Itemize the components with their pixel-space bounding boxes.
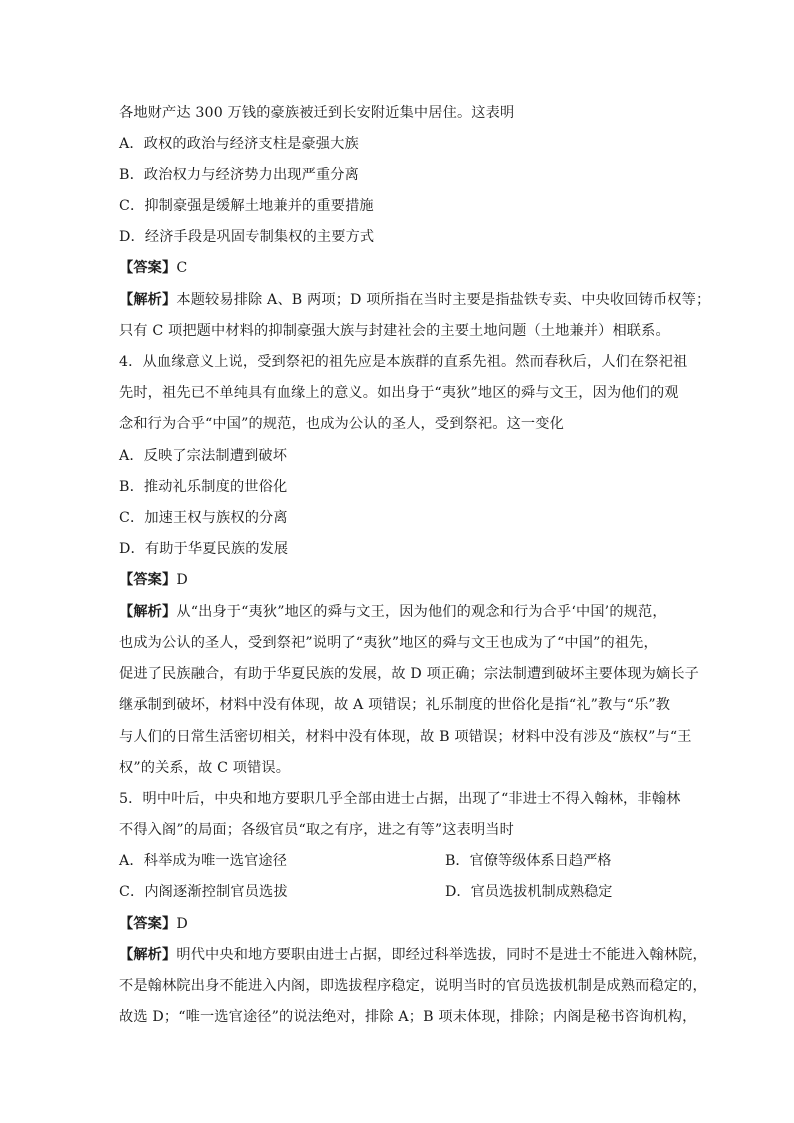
q3-analysis-line-2: 只有 C 项把题中材料的抑制豪强大族与封建社会的主要土地问题（土地兼并）相联系。 xyxy=(119,323,670,339)
answer-label: 【答案】 xyxy=(119,260,177,276)
q4-analysis-line-5: 与人们的日常生活密切相关，材料中没有体现，故 B 项错误；材料中没有涉及“族权”与“王 xyxy=(119,729,692,745)
q4-analysis-line-2: 也成为公认的圣人，受到祭祀”说明了“夷狄”地区的舜与文王也成为了“中国”的祖先， xyxy=(119,635,658,651)
q5-option-d: D．官员选拔机制成熟稳定 xyxy=(445,884,613,900)
analysis-text: 从“出身于“夷狄”地区的舜与文王，因为他们的观念和行为合乎‘中国’的规范， xyxy=(176,604,667,620)
q4-stem-line-2: 先时，祖先已不单纯具有血缘上的意义。如出身于“夷狄”地区的舜与文王，因为他们的观 xyxy=(119,385,679,401)
q4-stem-line-1: 4．从血缘意义上说，受到祭祀的祖先应是本族群的直系先祖。然而春秋后，人们在祭祀祖 xyxy=(119,354,688,370)
q3-analysis-line-1 xyxy=(119,290,710,310)
q4-stem-line-3: 念和行为合乎“中国”的规范，也成为公认的圣人，受到祭祀。这一变化 xyxy=(119,416,564,432)
analysis-label: 【解析】 xyxy=(119,292,177,308)
q5-option-b: B．官僚等级体系日趋严格 xyxy=(445,853,612,869)
q3-stem-tail: 各地财产达 300 万钱的豪族被迁到长安附近集中居住。这表明 xyxy=(119,105,515,121)
answer-label: 【答案】 xyxy=(119,916,177,932)
q5-option-c: C．内阁逐渐控制官员选拔 xyxy=(119,884,288,900)
q5-analysis-line-2: 不是翰林院出身不能进入内阁，即选拔程序稳定，说明当时的官员选拔机制是成熟而稳定的， xyxy=(119,978,707,994)
answer-label: 【答案】 xyxy=(119,572,177,588)
q4-answer xyxy=(119,570,188,590)
q5-analysis-line-3: 故选 D；“唯一选官途径”的说法绝对，排除 A；B 项未体现，排除；内阁是秘书咨询机构， xyxy=(119,1009,697,1025)
q4-option-a-line: A．反映了宗法制遭到破坏 xyxy=(119,448,288,464)
q4-analysis-line-1 xyxy=(119,602,667,622)
q3-option-b: B．政治权力与经济势力出现严重分离 xyxy=(119,167,359,183)
q5-stem-line-1: 5．明中叶后，中央和地方要职几乎全部由进士占据，出现了“非进士不得入翰林，非翰林 xyxy=(119,791,681,807)
q3-option-a: A．政权的政治与经济支柱是豪强大族 xyxy=(119,136,359,152)
analysis-label: 【解析】 xyxy=(119,947,177,963)
analysis-label: 【解析】 xyxy=(119,604,177,620)
q4-analysis-line-3: 促进了民族融合，有助于华夏民族的发展，故 D 项正确；宗法制遭到破坏主要体现为嫡长子 xyxy=(119,666,700,682)
q3-option-d: D．经济手段是巩固专制集权的主要方式 xyxy=(119,229,375,245)
q4-analysis-line-6: 权”的关系，故 C 项错误。 xyxy=(119,760,291,776)
answer-value: C xyxy=(176,260,188,276)
q3-answer xyxy=(119,258,187,278)
q5-answer xyxy=(119,914,188,934)
q5-option-a: A．科举成为唯一选官途径 xyxy=(119,853,288,869)
analysis-text: 本题较易排除 A、B 两项；D 项所指在当时主要是指盐铁专卖、中央收回铸币权等； xyxy=(176,292,711,308)
q5-stem-line-2: 不得入阁”的局面；各级官员“取之有序，进之有等”这表明当时 xyxy=(119,822,514,838)
analysis-text: 明代中央和地方要职由进士占据，即经过科举选拔，同时不是进士不能进入翰林院， xyxy=(176,947,707,963)
answer-value: D xyxy=(176,572,188,588)
q5-analysis-line-1 xyxy=(119,945,707,965)
q4-analysis-line-4: 继承制到破坏，材料中没有体现，故 A 项错误；礼乐制度的世俗化是指“礼”教与“乐”教 xyxy=(119,697,671,713)
q4-option-b: B．推动礼乐制度的世俗化 xyxy=(119,479,288,495)
q3-option-c: C．抑制豪强是缓解土地兼并的重要措施 xyxy=(119,198,374,214)
q4-option-d: D．有助于华夏民族的发展 xyxy=(119,541,289,557)
answer-value: D xyxy=(176,916,188,932)
q4-option-c: C．加速王权与族权的分离 xyxy=(119,510,288,526)
